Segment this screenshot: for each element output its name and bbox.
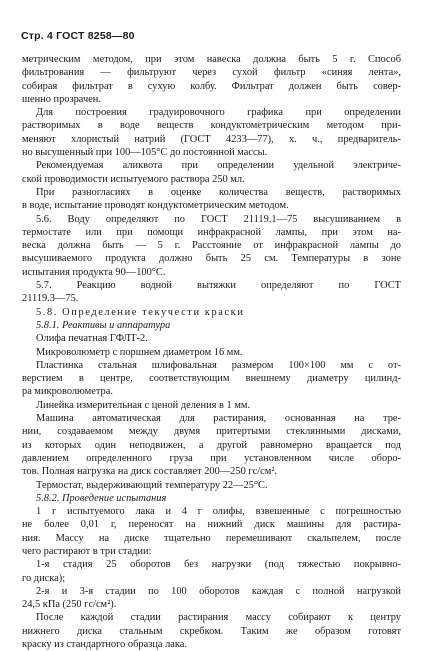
text-line: ской проводимости испытуемого раствора 250 мл. <box>22 173 245 185</box>
text-line: краску из стандартного образца лака. <box>22 639 187 651</box>
text-line: После каждой стадии растирания массу собирают к центру <box>36 612 401 624</box>
text-line: Термостат, выдерживающий температуру 22—25°С. <box>36 479 268 491</box>
text-line: растворимых в воде веществ кондуктометрическим методом при- <box>22 120 401 132</box>
text-line: 5.8.2. Проведение испытания <box>36 492 167 504</box>
text-line: термостате или при помощи инфракрасной лампы, при этом на- <box>22 226 401 238</box>
text-line: высушиваемого продукта должно быть 25 см. Температуры в зоне <box>22 253 401 265</box>
text-line: чего растирают в три стадии: <box>22 545 152 557</box>
text-line: веска должна быть — 5 г. Расстояние от инфракрасной лампы до <box>22 240 401 252</box>
text-line: 5.8. Определение текучести краски <box>36 306 245 318</box>
text-line: метрическим методом, при этом навеска должна быть 5 г. Способ <box>22 54 401 65</box>
text-line: 2-я и 3-я стадии по 100 оборотов каждая с полной нагрузкой <box>36 585 401 597</box>
text-line: 1-я стадия 25 оборотов без нагрузки (под тяжестью покрывно- <box>36 559 401 571</box>
text-line: из которых один неподвижен, а другой равномерно вращается под <box>22 439 401 451</box>
text-line: 21119.3—75. <box>22 293 79 305</box>
text-line: Для построения градуировочного графика при определении <box>36 107 401 119</box>
text-line: 24,5 кПа (250 гс/см²). <box>22 599 117 611</box>
text-line: фильтрования — фильтруют через сухой фильтр «синяя лента», <box>22 67 401 79</box>
text-line: При разногласиях в оценке количества веществ, растворимых <box>36 186 401 198</box>
text-line: 5.8.1. Реактивы и аппаратура <box>36 319 171 331</box>
text-line: ра микроволюметра. <box>22 386 113 398</box>
text-line: Микроволюметр с поршнем диаметром 16 мм. <box>36 346 243 358</box>
text-line: Пластинка стальная шлифовальная размером 100×100 мм с от- <box>36 359 401 371</box>
text-line: тов. Полная нагрузка на диск составляет 200—250 гс/см². <box>22 466 278 478</box>
text-line: меняют хлористый натрий (ГОСТ 4233—77), х. ч., предваритель- <box>22 133 401 145</box>
text-line: собирая фильтрат в сухую колбу. Фильтрат должен быть совер- <box>22 80 401 92</box>
text-line: нии, создаваемом между двумя притертыми стеклянными дисками, <box>22 426 401 438</box>
document-body <box>22 53 401 651</box>
text-line: 5.6. Воду определяют по ГОСТ 21119.1—75 высушиванием в <box>36 213 401 225</box>
page-header: Стр. 4 ГОСТ 8258—80 <box>21 30 135 42</box>
text-line: ния. Массу на диске тщательно перемешивают скальпелем, после <box>22 532 401 544</box>
text-line: го диска); <box>22 572 66 584</box>
text-line: 1 г испытуемого лака и 4 г олифы, взвешенные с погрешностью <box>36 506 401 518</box>
text-line: 5.7. Реакцию водной вытяжки определяют по ГОСТ <box>36 280 401 292</box>
text-line: испытания продукта 90—100°С. <box>22 266 166 278</box>
text-line: Машина автоматическая для растирания, основанная на тре- <box>36 413 401 425</box>
text-line: шенно прозрачен. <box>22 93 101 105</box>
text-line: не более 0,01 г, переносят на нижний диск машины для растира- <box>22 519 401 531</box>
text-line: но высушенный при 100—105°С до постоянной массы. <box>22 147 268 159</box>
text-line: в воде, испытание проводят кондуктометрическим методом. <box>22 200 289 212</box>
text-line: Линейка измерительная с ценой деления в 1 мм. <box>36 399 251 411</box>
text-line: Олифа печатная ГФЛТ-2. <box>36 333 148 345</box>
text-line: нижнего диска стальным скребком. Таким же образом готовят <box>22 625 401 637</box>
text-line: Рекомендуемая аликвота при определении удельной электриче- <box>36 160 401 172</box>
text-line: верстием в центре, соответствующим внешнему диаметру цилинд- <box>22 373 401 385</box>
text-line: давлением определенного груза при установленном числе оборо- <box>22 452 401 464</box>
